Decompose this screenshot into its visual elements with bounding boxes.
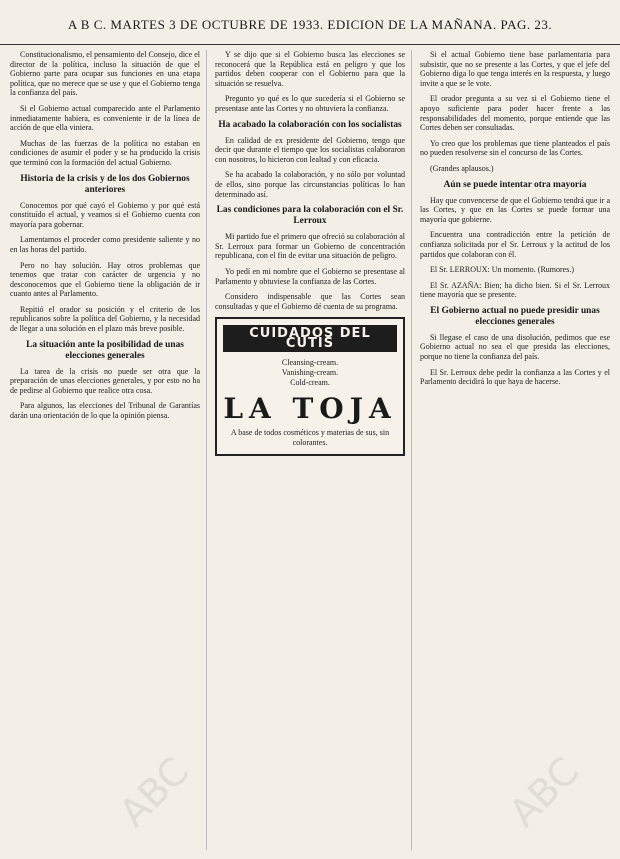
abc-watermark-right: ABC [500,748,588,836]
col3-heading-1: Aún se puede intentar otra mayoría [443,179,587,190]
col3-para-10: El Sr. Lerroux debe pedir la confianza a las Cortes y el Parlamento decidirá lo que haya de hacerse. [420,367,610,387]
col1-para-4: Conocemos por qué cayó el Gobierno y por qué está constituído el actual, y veamos si el Gobierno cuenta con mayoría para gobernar. [10,200,200,229]
masthead [0,6,620,45]
page-columns [10,50,610,850]
col2-para-1: Y se dijo que si el Gobierno busca las elecciones se reconocerá que la República está en peligro y que los partidos deben cooperar con el Gobierno para que la situación se resuelva. [215,50,405,88]
col3-para-5: Hay que convencerse de que el Gobierno tendrá que ir a las Cortes, y que en las Cortes se puede formar una mayoría que gobierne. [420,195,610,224]
col3-para-7: El Sr. LERROUX: Un momento. (Rumores.) [430,265,574,275]
col3-para-6: Encuentra una contradicción entre la petición de confianza solicitada por el Sr. Lerroux y la actitud de los partidos que colaboran con él. [420,230,610,259]
ad-headline: CUIDADOS DEL CUTIS [223,325,397,352]
col2-para-6: Yo pedí en mi nombre que el Gobierno se presentase al Parlamento y obtuviese la confianza de las Cortes. [215,266,405,286]
col1-heading-2: La situación ante la posibilidad de unas elecciones generales [26,339,184,361]
ad-footnote: A base de todos cosméticos y materias de sus, sin colorantes. [230,428,390,448]
ad-brand: LA TOJA [223,392,397,426]
col3-para-2: El orador pregunta a su vez si el Gobierno tiene el apoyo suficiente para poder hacer frente a las responsabilidades del momento, porque entiende que las Cortes deben ser consultadas. [420,94,610,133]
col2-para-3: En calidad de ex presidente del Gobierno, tengo que decir que durante el tiempo que los socialistas colaboraron con nosotros, lo hicieron con lealtad y con eficacia. [215,135,405,164]
col1-para-3: Muchas de las fuerzas de la política no estaban en condiciones de asumir el poder y se ha producido la crisis que terminó con la formación del actual Gobierno. [10,138,200,167]
col1-para-1: Constitucionalismo, el pensamiento del Consejo, dice el director de la política, incluso la situación de que el Gobierno parte para ocupar sus funciones en una etapa política, que no merece que se use y que el Gobierno tenga la confianza del país. [10,50,200,98]
col3-para-4: (Grandes aplausos.) [430,163,494,173]
col1-heading-1: Historia de la crisis y de los dos Gobiernos anteriores [20,173,190,195]
col1-para-5: Lamentamos el proceder como presidente saliente y no en las horas del partido. [10,235,200,254]
la-toja-advertisement [215,317,405,456]
col2-para-4: Se ha acabado la colaboración, y no sólo por voluntad de ellos, sino porque las circunstancias políticas lo han determinado así. [215,170,405,199]
column-3 [420,50,610,850]
col1-para-2: Si el Gobierno actual comparecido ante el Parlamento inmediatamente habiera, es conveniente ir de la línea de acción de que ella viniera. [10,103,200,133]
column-1 [10,50,207,850]
col1-para-6: Pero no hay solución. Hay otros problemas que tenemos que tratar con carácter de urgencia y no desconocemos que el Gobierno tiene la obligación de ir cuanto antes al Parlamento. [10,260,200,299]
col2-para-2: Pregunto yo qué es lo que sucedería si el Gobierno se presentase ante las Cortes y no obtuviera la confianza. [215,94,405,113]
col3-para-8: El Sr. AZAÑA: Bien; ha dicho bien. Si el Sr. Lerroux tiene mayoría que se presente. [420,280,610,300]
col3-heading-2: El Gobierno actual no puede presidir unas elecciones generales [430,305,600,327]
col3-para-3: Yo creo que los problemas que tiene planteados el país no pueden resolverse sin el concurso de las Cortes. [420,138,610,158]
col1-para-9: Para algunos, las elecciones del Tribunal de Garantías darán una orientación de lo que la opinión piensa. [10,401,200,421]
abc-watermark-left: ABC [110,748,198,836]
col3-para-1: Si el actual Gobierno tiene base parlamentaria para subsistir, que no se presente a las Cortes, y que el jefe del Gobierno diga lo que tenga interés en la respuesta, y luego invite a que se le vote. [420,50,610,88]
ad-product-lines: Cleansing-cream. Vanishing-cream. Cold-cream. [281,358,339,388]
col2-para-7: Considero indispensable que las Cortes sean consultadas y que el Gobierno dé cuenta de su programa. [215,292,405,311]
col3-para-9: Si llegase el caso de una disolución, pedimos que ese Gobierno actual no sea el que presida las elecciones, porque no tiene la confianza del país. [420,332,610,362]
col2-para-5: Mi partido fue el primero que ofreció su colaboración al Sr. Lerroux para formar un Gobierno de concentración republicana, con el fin de evitar una situación de peligro. [215,232,405,261]
col2-heading-1: Ha acabado la colaboración con los socialistas [218,119,402,130]
masthead-text: A B C. MARTES 3 DE OCTUBRE DE 1933. EDICION DE LA MAÑANA. PAG. 23. [67,17,553,32]
col1-para-7: Repitió el orador su posición y el criterio de los republicanos sobre la política del Gobierno, y la necesidad de llegar a una solución en el plazo más breve posible. [10,304,200,334]
col2-heading-2: Las condiciones para la colaboración con el Sr. Lerroux [216,205,404,227]
column-2 [215,50,412,850]
col1-para-8: La tarea de la crisis no puede ser otra que la preparación de unas elecciones generales, y por esto no ha de pedirse al Gobierno que realice otra cosa. [10,366,200,395]
